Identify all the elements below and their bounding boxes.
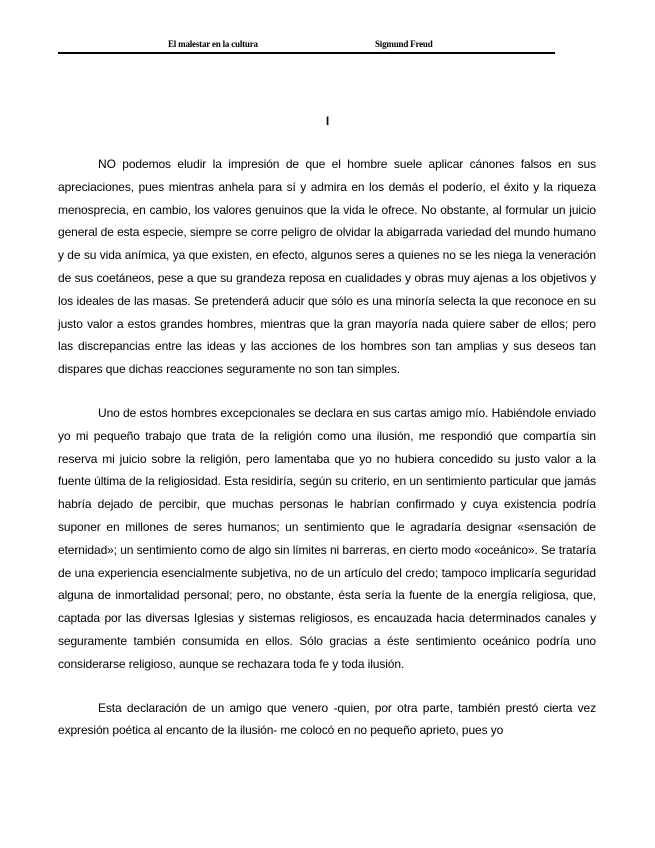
paragraph: Uno de estos hombres excepcionales se declara en sus cartas amigo mío. Habiéndole enviado yo mi pequeño trabajo que trata de la religión como una ilusión, me respondió que compartía sin reserva mi juicio sobre la religión, pero lamentaba que yo no hubiera concedido su justo valor a la fuente última de la religiosidad. Esta residiría, según su criterio, en un sentimiento particular que jamás habría dejado de percibir, que muchas personas le habrían confirmado y cuya existencia podría suponer en millones de seres humanos; un sentimiento que le agradaría designar «sensación de eternidad»; un sentimiento como de algo sin límites ni barreras, en cierto modo «oceánico». Se trataría de una experiencia esencialmente subjetiva, no de un artículo del credo; tampoco implicaría seguridad alguna de inmortalidad personal; pero, no obstante, ésta sería la fuente de la energía religiosa, que, captada por las diversas Iglesias y sistemas religiosos, es encauzada hacia determinados canales y seguramente también consumida en ellos. Sólo gracias a éste sentimiento oceánico podría uno considerarse religioso, aunque se rechazara toda fe y toda ilusión.: [58, 405, 596, 671]
author-name: Sigmund Freud: [375, 39, 433, 49]
book-title: El malestar en la cultura: [168, 39, 258, 49]
chapter-number: I: [325, 114, 330, 128]
paragraph: NO podemos eludir la impresión de que el hombre suele aplicar cánones falsos en sus apreciaciones, pues mientras anhela para sí y admira en los demás el poderío, el éxito y la riqueza menosprecia, en cambio, los valores genuinos que la vida le ofrece. No obstante, al formular un juicio general de esta especie, siempre se corre peligro de olvidar la abigarrada variedad del mundo humano y de su vida anímica, ya que existen, en efecto, algunos seres a quienes no se les niega la veneración de sus coetáneos, pese a que su grandeza reposa en cualidades y obras muy ajenas a los objetivos y los ideales de las masas. Se pretenderá aducir que sólo es una minoría selecta la que reconoce en su justo valor a estos grandes hombres, mientras que la gran mayoría nada quiere saber de ellos; pero las discrepancias entre las ideas y las acciones de los hombres son tan amplias y sus deseos tan dispares que dichas reacciones seguramente no son tan simples.: [58, 157, 596, 377]
paragraph: Esta declaración de un amigo que venero -quien, por otra parte, también prestó cierta vez expresión poética al encanto de la ilusión- me colocó en no pequeño aprieto, pues yo: [58, 700, 596, 738]
running-header: [58, 38, 555, 54]
body-text: [58, 153, 596, 763]
